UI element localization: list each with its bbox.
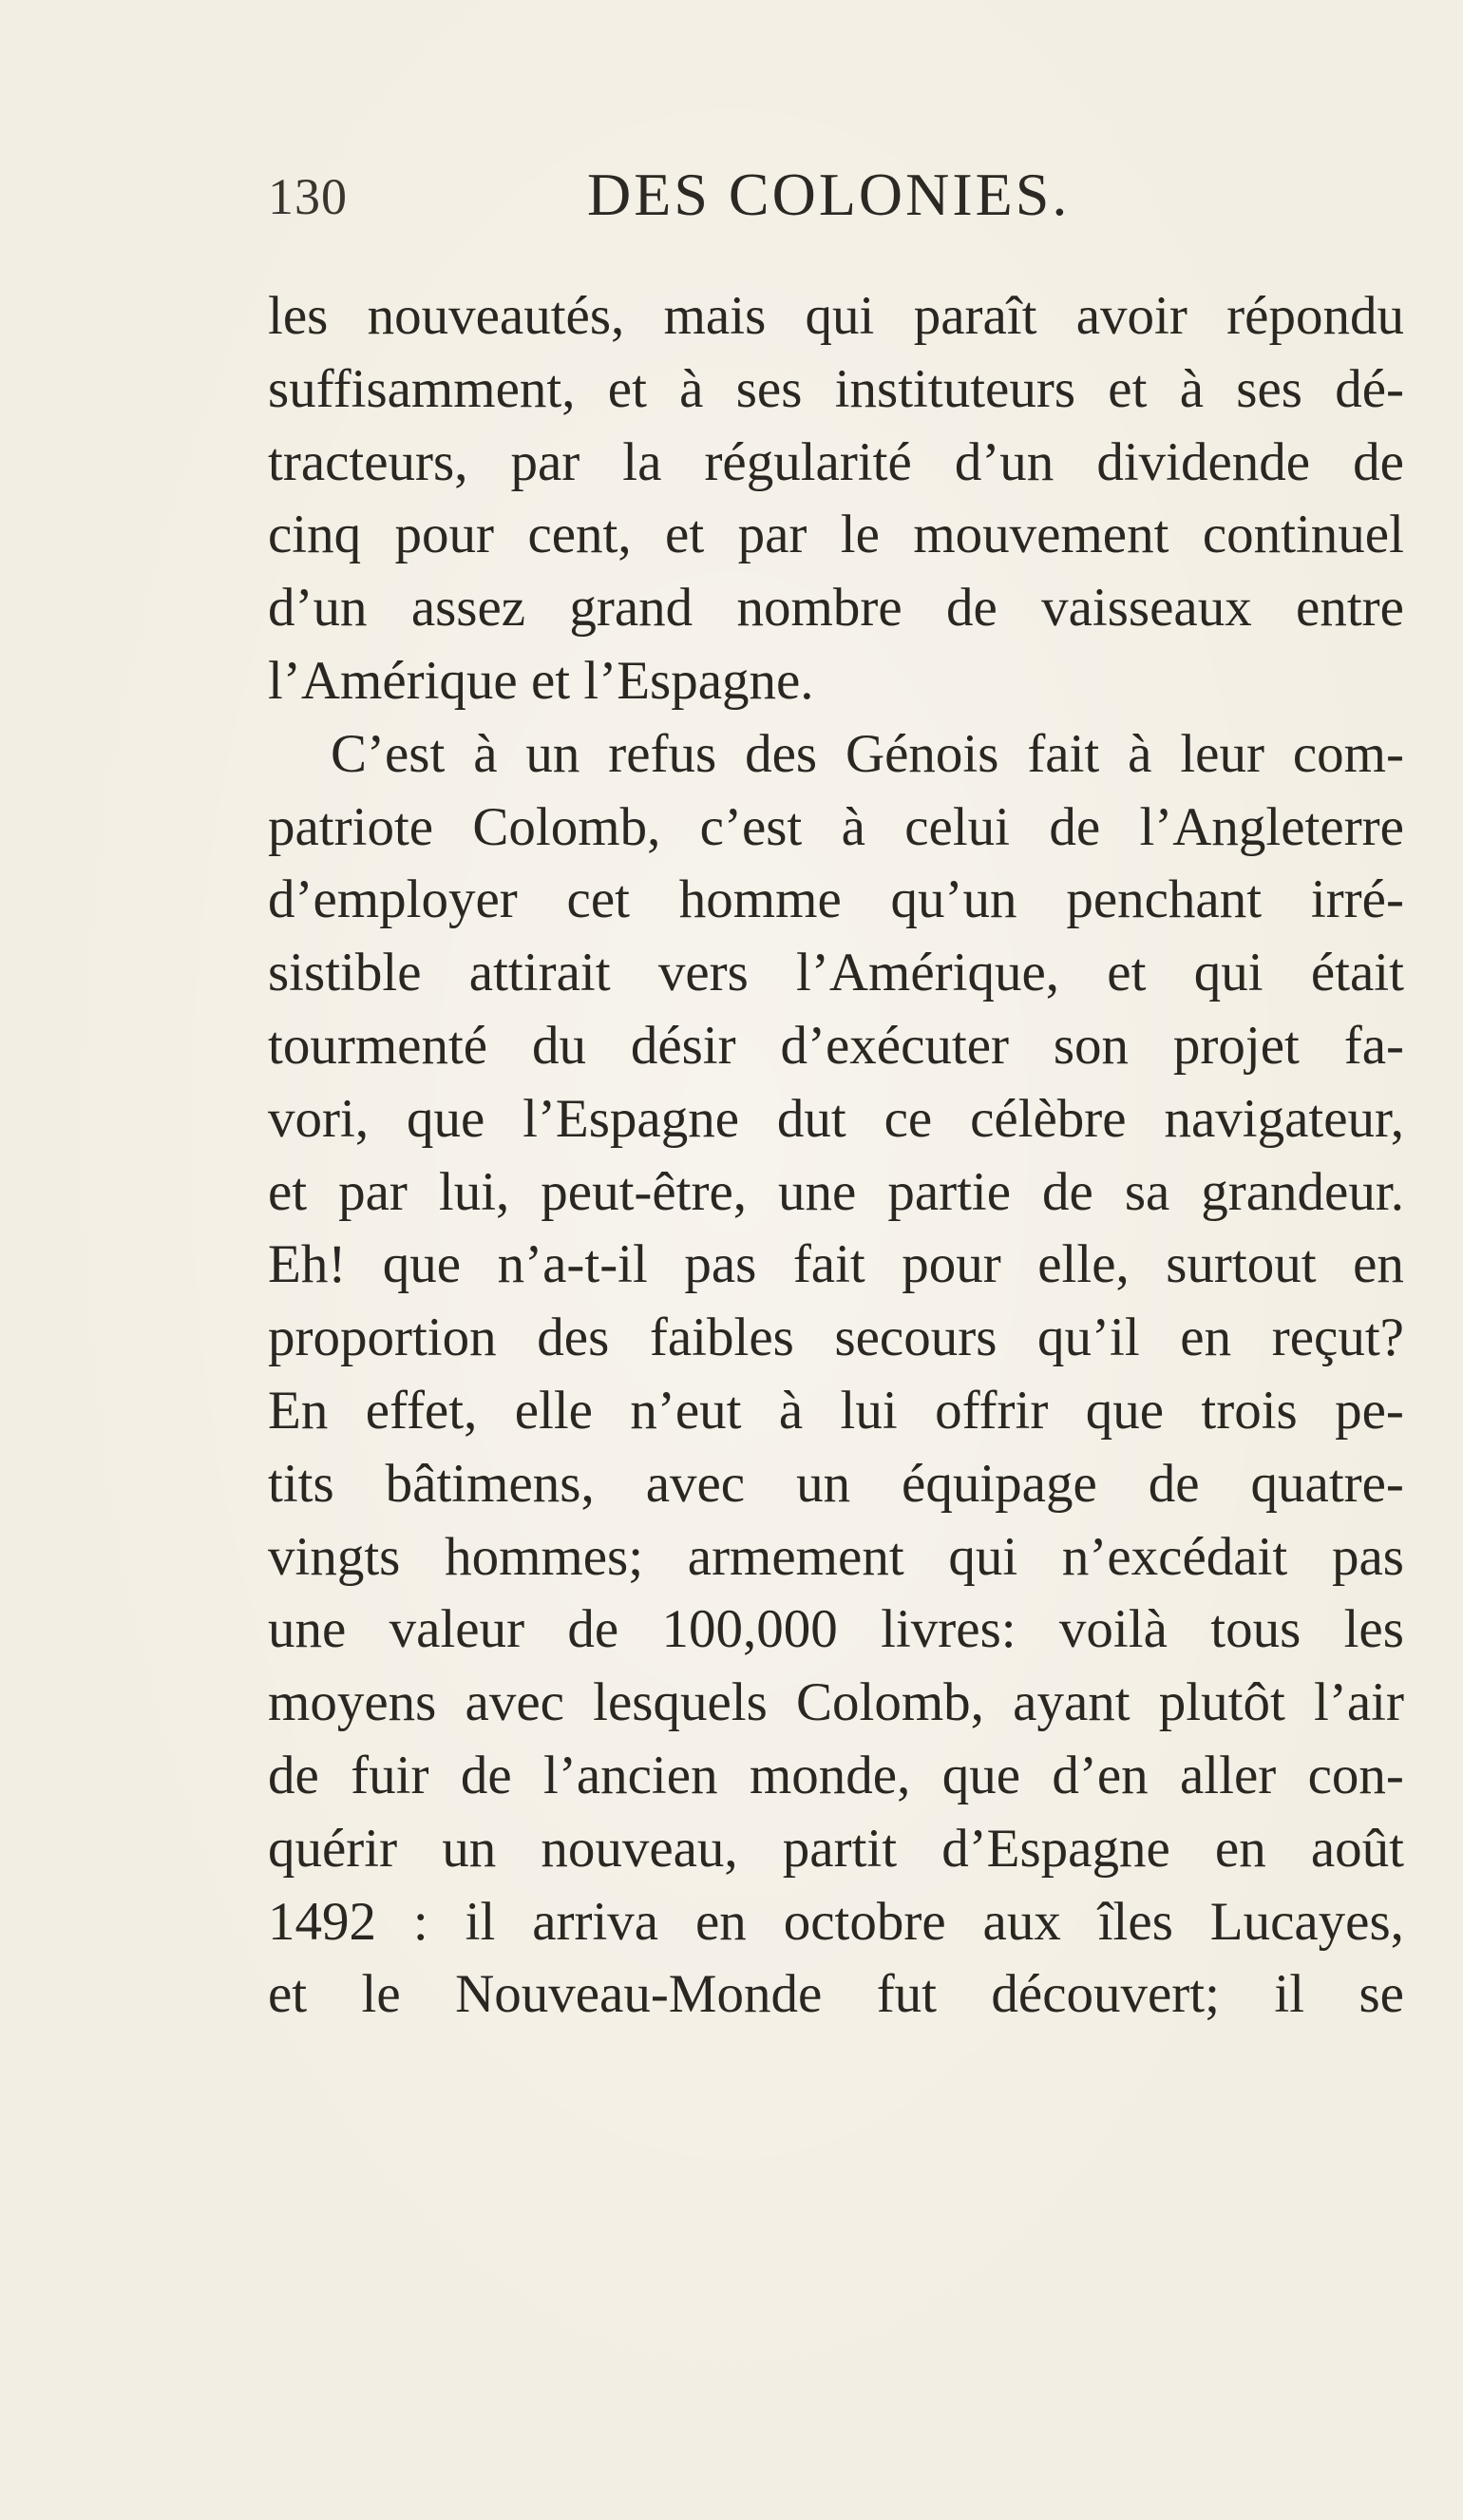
word: ses xyxy=(735,358,803,419)
word: cent, xyxy=(527,505,632,565)
word: tits xyxy=(268,1453,334,1514)
word: pour xyxy=(394,505,495,565)
word: leur xyxy=(1180,723,1264,784)
word: voilà xyxy=(1058,1599,1168,1660)
word: assez xyxy=(410,578,526,639)
word: à xyxy=(778,1380,804,1441)
word: par xyxy=(510,431,580,492)
word: de xyxy=(1049,796,1101,857)
word: armement xyxy=(687,1526,904,1587)
word: par xyxy=(737,505,808,565)
word: en xyxy=(1353,1234,1404,1295)
word: de xyxy=(1148,1453,1200,1514)
word: le xyxy=(361,1964,401,2025)
word: et xyxy=(1108,358,1148,419)
word: le xyxy=(840,505,880,565)
word: en xyxy=(1214,1818,1266,1879)
word: patriote xyxy=(268,796,434,857)
word: l’Espagne. xyxy=(583,650,814,711)
word: vers xyxy=(657,943,749,1003)
word: grandeur. xyxy=(1201,1161,1404,1222)
word: à xyxy=(841,796,865,857)
word: 1492 xyxy=(268,1891,376,1952)
word: con- xyxy=(1307,1745,1404,1805)
word: que xyxy=(1085,1380,1165,1441)
word: aux xyxy=(982,1891,1061,1952)
word: pe- xyxy=(1335,1380,1404,1441)
page-header xyxy=(268,160,1218,245)
word: à xyxy=(679,358,704,419)
word: mouvement xyxy=(913,505,1169,565)
word: les xyxy=(1343,1599,1404,1660)
word: peut-être, xyxy=(541,1161,748,1222)
word: de xyxy=(1353,431,1404,492)
word: un xyxy=(796,1453,851,1514)
word: En xyxy=(268,1380,329,1441)
word: à xyxy=(473,723,498,784)
word: lesquels xyxy=(593,1672,768,1733)
word: faibles xyxy=(649,1308,794,1368)
word: son xyxy=(1053,1015,1130,1076)
word: Génois xyxy=(845,723,999,784)
word: c’est xyxy=(699,796,803,857)
word: équipage xyxy=(902,1453,1097,1514)
word: du xyxy=(531,1015,586,1076)
word: elle xyxy=(514,1380,593,1441)
word: d’employer xyxy=(268,869,518,930)
word: continuel xyxy=(1202,505,1404,565)
word: monde, xyxy=(749,1745,911,1805)
word: Colomb, xyxy=(795,1672,984,1733)
text-line xyxy=(268,792,1404,865)
word: projet xyxy=(1172,1015,1300,1076)
word: dé- xyxy=(1335,358,1404,419)
word: elle, xyxy=(1037,1234,1130,1295)
word: lui, xyxy=(438,1161,510,1222)
word: proportion xyxy=(268,1308,497,1368)
word: que xyxy=(941,1745,1020,1805)
word: de xyxy=(460,1745,512,1805)
word: : xyxy=(412,1891,428,1952)
text-line xyxy=(268,1594,1404,1667)
word: par xyxy=(338,1161,408,1222)
word: Colomb, xyxy=(472,796,661,857)
word: fait xyxy=(792,1234,865,1295)
word: sistible xyxy=(268,943,422,1003)
word: hommes; xyxy=(445,1526,644,1587)
word: celui xyxy=(904,796,1010,857)
text-line xyxy=(268,280,1404,353)
word: octobre xyxy=(783,1891,946,1952)
word: cet xyxy=(566,869,630,930)
word: lui xyxy=(840,1380,898,1441)
word: moyens xyxy=(268,1672,437,1733)
word: valeur xyxy=(389,1599,525,1660)
word: n’eut xyxy=(630,1380,742,1441)
word: d’Espagne xyxy=(941,1818,1170,1879)
word: était xyxy=(1310,943,1404,1003)
word: l’Amérique, xyxy=(796,943,1060,1003)
text-line xyxy=(268,1521,1404,1594)
text-line xyxy=(268,1448,1404,1521)
word: d’un xyxy=(268,578,368,639)
word: un xyxy=(442,1818,497,1879)
word: effet, xyxy=(365,1380,478,1441)
word: reçut? xyxy=(1271,1308,1404,1368)
word: de xyxy=(1042,1161,1093,1222)
text-line xyxy=(268,1886,1404,1959)
word: ayant xyxy=(1013,1672,1130,1733)
text-line xyxy=(268,718,1404,792)
word: pour xyxy=(902,1234,1001,1295)
word: que xyxy=(382,1234,462,1295)
word: aller xyxy=(1180,1745,1277,1805)
word: nombre xyxy=(736,578,902,639)
word: instituteurs xyxy=(834,358,1076,419)
word: cinq xyxy=(268,505,362,565)
word: Lucayes, xyxy=(1209,1891,1404,1952)
word: offrir xyxy=(935,1380,1049,1441)
text-line xyxy=(268,427,1404,500)
word: qui xyxy=(948,1526,1018,1587)
word: des xyxy=(537,1308,610,1368)
text-line xyxy=(268,572,1404,645)
word: mais xyxy=(663,286,767,346)
word: qui xyxy=(805,286,875,346)
word: navigateur, xyxy=(1164,1088,1404,1149)
text-line xyxy=(268,864,1404,937)
word: en xyxy=(1180,1308,1232,1368)
word: en xyxy=(695,1891,747,1952)
word: l’ancien xyxy=(543,1745,718,1805)
text-line xyxy=(268,1667,1404,1740)
word: fait xyxy=(1027,723,1100,784)
text-line xyxy=(268,499,1404,572)
word: plutôt xyxy=(1158,1672,1285,1733)
word: suffisamment, xyxy=(268,358,576,419)
word: l’Amérique xyxy=(268,650,518,711)
word: il xyxy=(1274,1964,1305,2025)
running-title: DES COLONIES. xyxy=(587,161,1071,228)
word: 100,000 xyxy=(661,1599,838,1660)
word: et xyxy=(1107,943,1147,1003)
text-line xyxy=(268,1156,1404,1230)
word: d’en xyxy=(1052,1745,1149,1805)
word: que xyxy=(406,1088,485,1149)
word: entre xyxy=(1296,578,1404,639)
word: pas xyxy=(684,1234,757,1295)
word: com- xyxy=(1292,723,1404,784)
word: nouveau, xyxy=(541,1818,738,1879)
word: fa- xyxy=(1343,1015,1404,1076)
text-line xyxy=(268,1302,1404,1375)
word: et xyxy=(665,505,705,565)
text-line xyxy=(268,1083,1404,1156)
word: avec xyxy=(645,1453,746,1514)
body-text xyxy=(268,280,1404,2032)
word: fuir xyxy=(351,1745,429,1805)
word: surtout xyxy=(1166,1234,1317,1295)
word: désir xyxy=(630,1015,736,1076)
word: partit xyxy=(782,1818,898,1879)
word: trois xyxy=(1201,1380,1298,1441)
text-line xyxy=(268,353,1404,427)
word: secours xyxy=(834,1308,998,1368)
word: l’air xyxy=(1314,1672,1404,1733)
word: une xyxy=(778,1161,857,1222)
word: et xyxy=(268,1161,308,1222)
word: une xyxy=(268,1599,347,1660)
word: ses xyxy=(1236,358,1302,419)
word: qui xyxy=(1193,943,1264,1003)
word: vingts xyxy=(268,1526,401,1587)
word: refus xyxy=(608,723,717,784)
word: ce xyxy=(884,1088,933,1149)
word: C’est xyxy=(331,723,446,784)
word: de xyxy=(268,1745,319,1805)
word: tourmenté xyxy=(268,1015,488,1076)
word: régularité xyxy=(704,431,912,492)
word: l’Espagne xyxy=(522,1088,740,1149)
word: vaisseaux xyxy=(1041,578,1252,639)
text-line xyxy=(268,1010,1404,1083)
word: îles xyxy=(1097,1891,1173,1952)
word: à xyxy=(1179,358,1204,419)
word: livres: xyxy=(881,1599,1016,1660)
word: avoir xyxy=(1075,286,1188,346)
word: n’a-t-il xyxy=(497,1234,648,1295)
word: arriva xyxy=(532,1891,659,1952)
word: grand xyxy=(569,578,694,639)
word: des xyxy=(745,723,818,784)
text-line xyxy=(268,1375,1404,1448)
word: la xyxy=(622,431,662,492)
word: d’exécuter xyxy=(780,1015,1009,1076)
word: homme xyxy=(678,869,842,930)
text-line xyxy=(268,645,1404,718)
word: attirait xyxy=(468,943,611,1003)
word: vori, xyxy=(268,1088,370,1149)
word: n’excédait xyxy=(1061,1526,1288,1587)
word: à xyxy=(1128,723,1152,784)
word: paraît xyxy=(913,286,1037,346)
word: bâtimens, xyxy=(385,1453,595,1514)
word: avec xyxy=(465,1672,564,1733)
word: découvert; xyxy=(991,1964,1220,2025)
word: penchant xyxy=(1066,869,1263,930)
word: d’un xyxy=(954,431,1054,492)
text-line xyxy=(268,1740,1404,1813)
word: pas xyxy=(1331,1526,1404,1587)
word: et xyxy=(530,650,571,711)
word: répondu xyxy=(1226,286,1404,346)
word: se xyxy=(1358,1964,1404,2025)
word: fut xyxy=(876,1964,938,2025)
text-line xyxy=(268,1229,1404,1302)
word: de xyxy=(567,1599,619,1660)
word: dividende xyxy=(1096,431,1311,492)
page-number: 130 xyxy=(268,168,348,225)
word: il xyxy=(465,1891,496,1952)
word: un xyxy=(525,723,580,784)
word: Nouveau-Monde xyxy=(455,1964,823,2025)
word: sa xyxy=(1124,1161,1170,1222)
word: partie xyxy=(887,1161,1012,1222)
word: nouveautés, xyxy=(367,286,625,346)
word: tous xyxy=(1210,1599,1302,1660)
word: et xyxy=(607,358,647,419)
word: l’Angleterre xyxy=(1139,796,1404,857)
word: tracteurs, xyxy=(268,431,468,492)
word: célèbre xyxy=(970,1088,1127,1149)
word: quatre- xyxy=(1250,1453,1404,1514)
text-line xyxy=(268,1813,1404,1886)
word: et xyxy=(268,1964,308,2025)
word: quérir xyxy=(268,1818,398,1879)
word: août xyxy=(1310,1818,1404,1879)
word: Eh! xyxy=(268,1234,347,1295)
text-line xyxy=(268,1958,1404,2032)
word: les xyxy=(268,286,329,346)
word: qu’il xyxy=(1037,1308,1140,1368)
word: de xyxy=(945,578,998,639)
word: qu’un xyxy=(890,869,1017,930)
text-line xyxy=(268,937,1404,1010)
word: irré- xyxy=(1310,869,1404,930)
word: dut xyxy=(776,1088,846,1149)
